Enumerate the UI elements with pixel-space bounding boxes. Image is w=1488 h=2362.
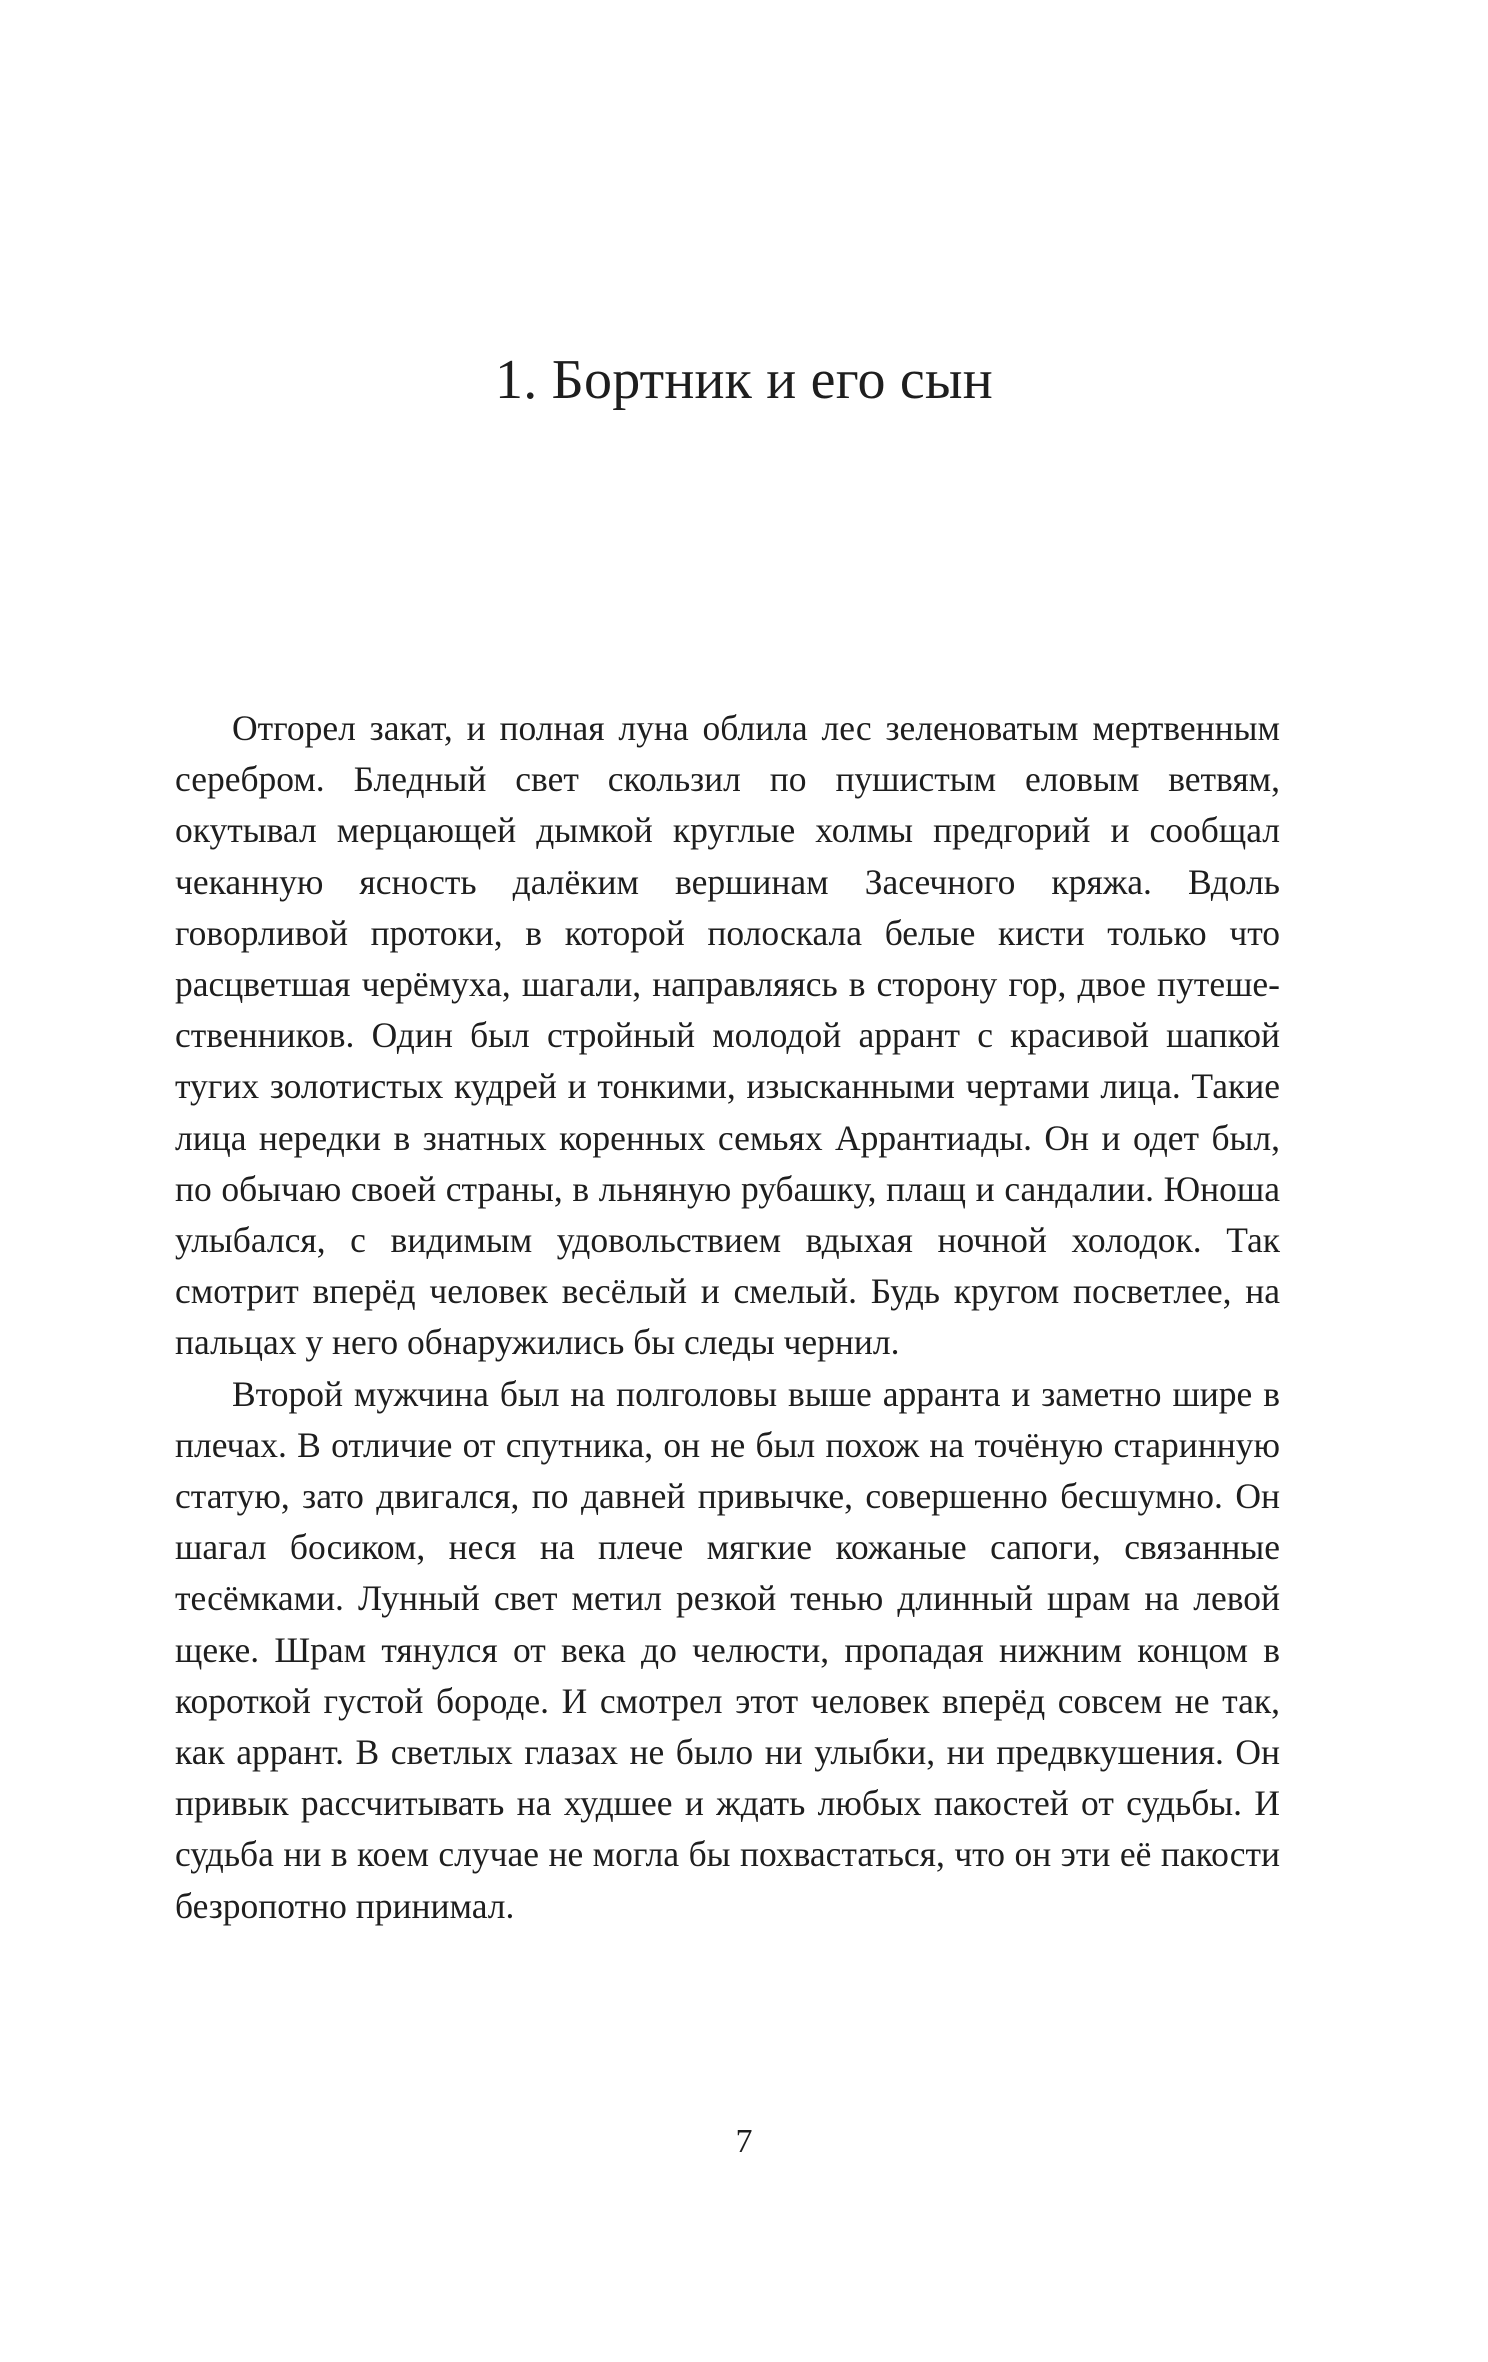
paragraph-2: Второй мужчина был на полголовы выше арранта и заметно шире в плечах. В отличие от спутника, он не был похож на точёную старинную статую, зато двигался, по давней привычке, совершенно бесшумно. Он шагал босиком, неся на плече мягкие кожаные сапоги, связанные тесёмками. Лунный свет метил резкой тенью длинный шрам на левой щеке. Шрам тянулся от века до челюсти, пропадая нижним концом в короткой густой бороде. И смотрел этот человек вперёд совсем не так, как аррант. В светлых глазах не было ни улыбки, ни предвкушения. Он привык рассчитывать на худшее и ждать любых пакостей от судьбы. И судьба ни в коем случае не могла бы похвастаться, что он эти её пакости безропотно принимал. (175, 1373, 1280, 1926)
chapter-title: 1. Бортник и его сын (495, 349, 993, 411)
chapter-body (175, 703, 1280, 1932)
page-number: 7 (735, 2123, 753, 2160)
paragraph-1: Отгорел закат, и полная луна облила лес зеленоватым мертвенным серебром. Бледный свет скользил по пушистым еловым ветвям, окутывал мерцающей дымкой круглые холмы предгорий и сообщал чеканную ясность далёким вершинам Засечного кряжа. Вдоль говорливой протоки, в которой полоскала белые кисти только что расцветшая черёмуха, шагали, направляясь в сторону гор, двое путешественников. Один был стройный молодой аррант с красивой шапкой тугих золотистых кудрей и тонкими, изысканными чертами лица. Такие лица нередки в знатных коренных семьях Аррантиады. Он и одет был, по обычаю своей страны, в льняную рубашку, плащ и сандалии. Юноша улыбался, с видимым удовольствием вдыхая ночной холодок. Так смотрит вперёд человек весёлый и смелый. Будь кругом посветлее, на пальцах у него обнаружились бы следы чернил. (175, 708, 1280, 1363)
